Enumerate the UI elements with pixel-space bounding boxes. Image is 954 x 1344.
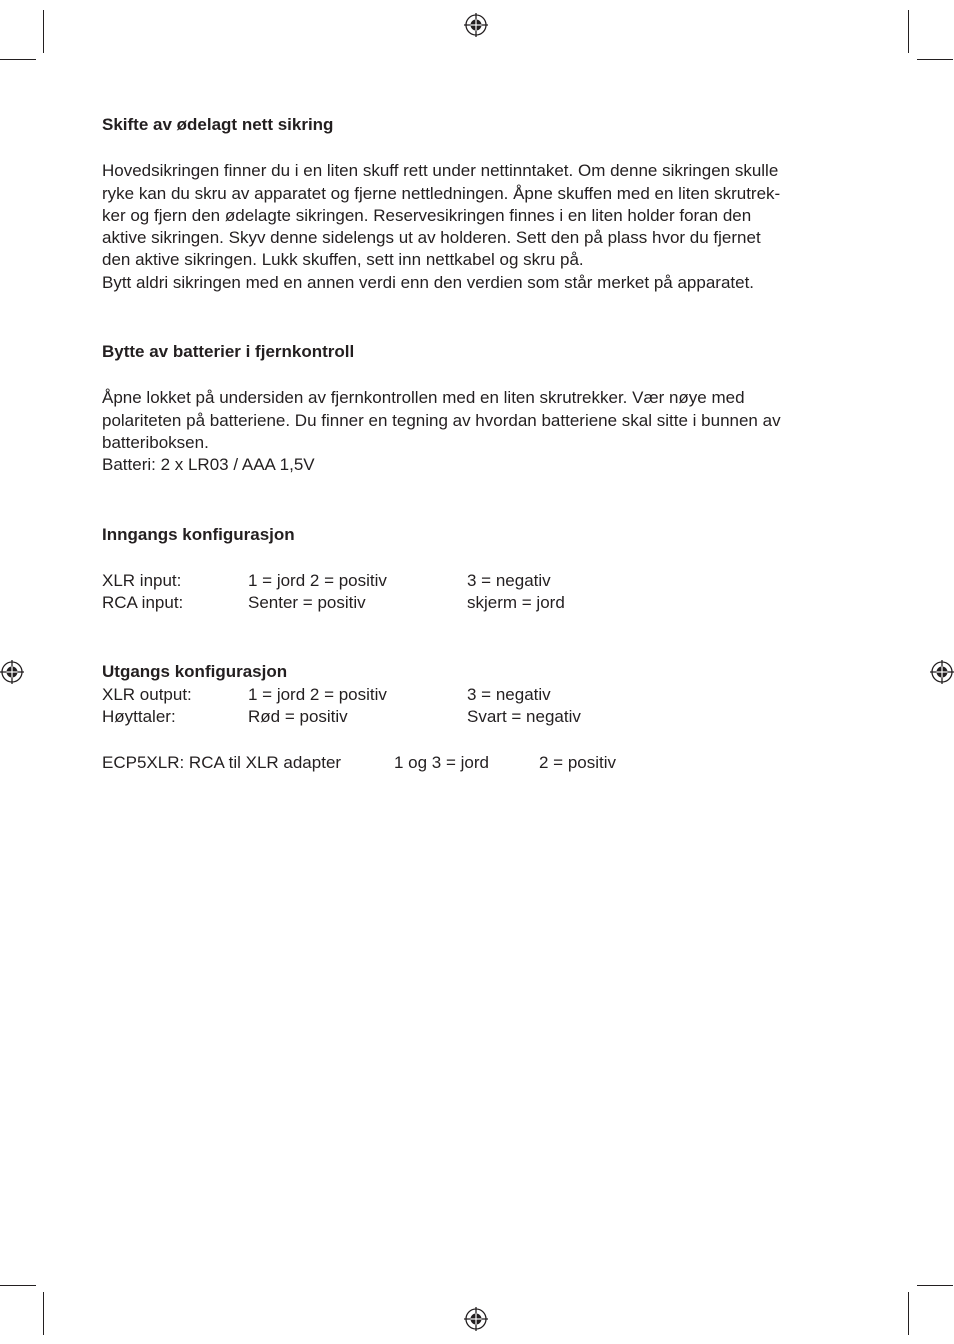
config-value: 1 = jord 2 = positiv — [248, 570, 387, 590]
config-value: 3 = negativ — [467, 684, 551, 704]
config-value: 3 = negativ — [467, 570, 551, 590]
crop-mark — [0, 59, 36, 60]
section-heading: Inngangs konfigurasjon — [102, 524, 295, 544]
config-value: skjerm = jord — [467, 593, 565, 613]
registration-mark-icon — [0, 660, 24, 684]
config-row — [102, 570, 862, 592]
config-value: Svart = negativ — [467, 707, 581, 727]
paragraph-line: Bytt aldri sikringen med en annen verdi enn den verdien som står merket på apparatet. — [102, 272, 755, 292]
document-body — [102, 114, 862, 775]
config-label: XLR input: — [102, 570, 182, 590]
config-row — [102, 684, 862, 706]
crop-mark — [908, 10, 909, 53]
section-heading: Utgangs konfigurasjon — [102, 662, 288, 682]
registration-mark-icon — [464, 13, 488, 37]
paragraph-line: ker og fjern den ødelagte sikringen. Reservesikringen finnes i en liten holder foran den — [102, 205, 752, 225]
config-row — [102, 592, 862, 614]
section-input-config — [102, 524, 862, 615]
config-row — [102, 706, 862, 728]
paragraph-line: Batteri: 2 x LR03 / AAA 1,5V — [102, 455, 315, 475]
config-value: 1 = jord 2 = positiv — [248, 684, 387, 704]
section-output-config — [102, 661, 862, 774]
adapter-value: 1 og 3 = jord — [394, 753, 489, 773]
config-label: XLR output: — [102, 684, 192, 704]
paragraph-line: ryke kan du skru av apparatet og fjerne nettledningen. Åpne skuffen med en liten skrutrek- — [102, 183, 781, 203]
crop-mark — [908, 1292, 909, 1335]
section-heading: Bytte av batterier i fjernkontroll — [102, 342, 355, 362]
paragraph-line: batteriboksen. — [102, 432, 209, 452]
config-value: Senter = positiv — [248, 593, 366, 613]
section-fuse — [102, 114, 862, 294]
adapter-label: ECP5XLR: RCA til XLR adapter — [102, 753, 342, 773]
section-heading: Skifte av ødelagt nett sikring — [102, 115, 334, 134]
paragraph-line: den aktive sikringen. Lukk skuffen, sett inn nettkabel og skru på. — [102, 250, 584, 270]
config-label: Høyttaler: — [102, 707, 176, 727]
paragraph-line: Hovedsikringen finner du i en liten skuff rett under nettinntaket. Om denne sikringen skulle — [102, 161, 779, 181]
config-label: RCA input: — [102, 593, 184, 613]
adapter-row — [102, 752, 862, 774]
registration-mark-icon — [930, 660, 954, 684]
crop-mark — [917, 59, 953, 60]
crop-mark — [917, 1285, 953, 1286]
registration-mark-icon — [464, 1307, 488, 1331]
crop-mark — [43, 10, 44, 53]
section-battery — [102, 341, 862, 476]
paragraph-line: aktive sikringen. Skyv denne sidelengs ut av holderen. Sett den på plass hvor du fjernet — [102, 228, 761, 248]
config-value: Rød = positiv — [248, 707, 348, 727]
crop-mark — [0, 1285, 36, 1286]
paragraph-line: polariteten på batteriene. Du finner en tegning av hvordan batteriene skal sitte i bunnen av — [102, 410, 781, 430]
paragraph-line: Åpne lokket på undersiden av fjernkontrollen med en liten skrutrekker. Vær nøye med — [102, 388, 745, 408]
crop-mark — [43, 1292, 44, 1335]
adapter-value: 2 = positiv — [539, 753, 617, 773]
